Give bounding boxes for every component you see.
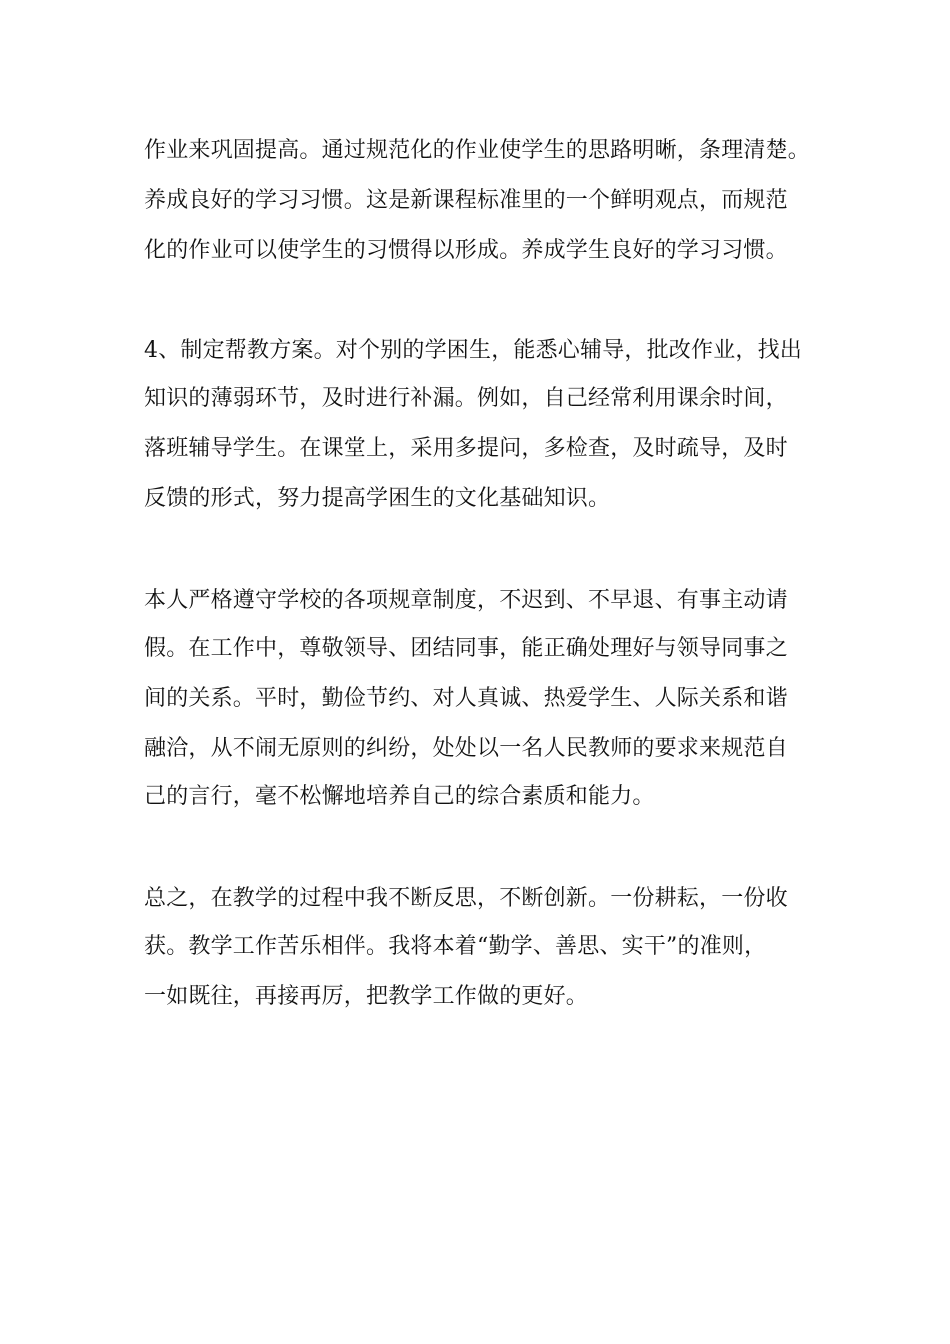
text-line: 反馈的形式，努力提高学困生的文化基础知识。 xyxy=(144,486,611,511)
text-line: 总之，在教学的过程中我不断反思，不断创新。一份耕耘，一份收 xyxy=(144,886,788,911)
text-line: 己的言行，毫不松懈地培养自己的综合素质和能力。 xyxy=(144,784,655,809)
text-line: 知识的薄弱环节，及时进行补漏。例如，自己经常利用课余时间， xyxy=(144,386,788,411)
text-line: 4、制定帮教方案。对个别的学困生，能悉心辅导，批改作业，找出 xyxy=(144,338,802,363)
text-line: 融洽，从不闹无原则的纠纷，处处以一名人民教师的要求来规范自 xyxy=(144,736,788,761)
text-line: 落班辅导学生。在课堂上，采用多提问，多检查，及时疏导，及时 xyxy=(144,436,788,461)
text-line: 本人严格遵守学校的各项规章制度，不迟到、不早退、有事主动请 xyxy=(144,588,788,613)
text-line: 间的关系。平时，勤俭节约、对人真诚、热爱学生、人际关系和谐 xyxy=(144,686,788,711)
text-line: 假。在工作中，尊敬领导、团结同事，能正确处理好与领导同事之 xyxy=(144,636,788,661)
text-line: 一如既往，再接再厉，把教学工作做的更好。 xyxy=(144,984,589,1009)
text-line: 获。教学工作苦乐相伴。我将本着“勤学、善思、实干”的准则， xyxy=(144,934,767,959)
text-line: 作业来巩固提高。通过规范化的作业使学生的思路明晰，条理清楚。 xyxy=(144,138,811,163)
text-line: 化的作业可以使学生的习惯得以形成。养成学生良好的学习习惯。 xyxy=(144,238,788,263)
text-line: 养成良好的学习习惯。这是新课程标准里的一个鲜明观点，而规范 xyxy=(144,188,788,213)
